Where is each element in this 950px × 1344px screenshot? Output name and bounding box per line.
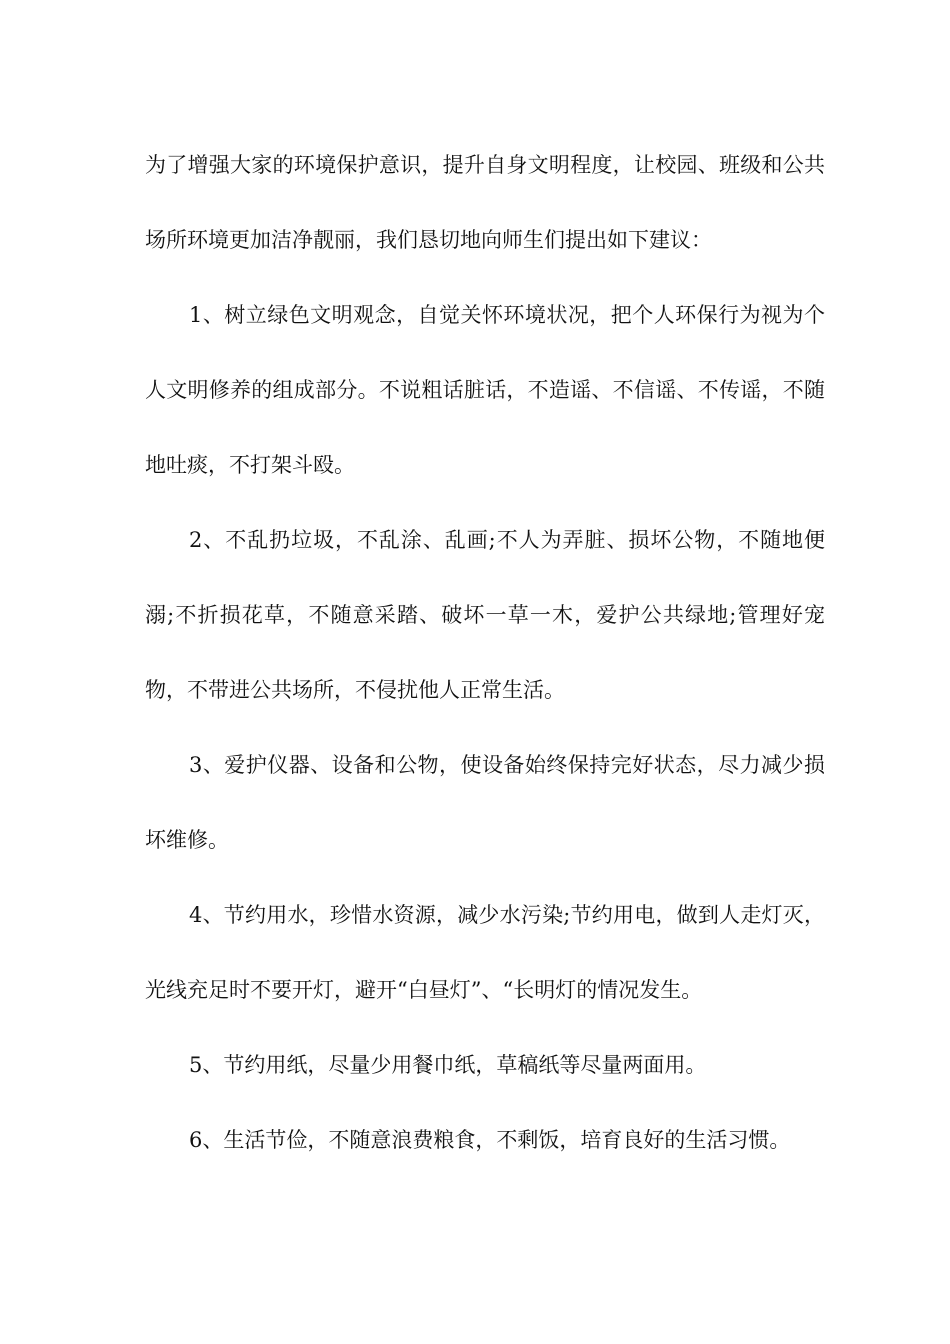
suggestion-5-paragraph: 5、节约用纸，尽量少用餐巾纸，草稿纸等尽量两面用。	[189, 1053, 707, 1077]
intro-paragraph: 为了增强大家的环境保护意识，提升自身文明程度，让校园、班级和公共场所环境更加洁净靓丽，我们恳切地向师生们提出如下建议：	[145, 153, 825, 252]
suggestion-2-paragraph: 2、不乱扔垃圾，不乱涂、乱画;不人为弄脏、损坏公物，不随地便溺;不折损花草，不随意采踏、破坏一草一木，爱护公共绿地;管理好宠物，不带进公共场所，不侵扰他人正常生活。	[145, 528, 825, 702]
suggestion-4-paragraph: 4、节约用水，珍惜水资源，减少水污染;节约用电，做到人走灯灭，光线充足时不要开灯，避开“白昼灯”、“长明灯的情况发生。	[145, 903, 825, 1002]
suggestion-1-paragraph: 1、树立绿色文明观念，自觉关怀环境状况，把个人环保行为视为个人文明修养的组成部分。不说粗话脏话，不造谣、不信谣、不传谣，不随地吐痰，不打架斗殴。	[145, 303, 825, 477]
suggestion-3-paragraph: 3、爱护仪器、设备和公物，使设备始终保持完好状态，尽力减少损坏维修。	[145, 753, 825, 852]
suggestion-6-paragraph: 6、生活节俭，不随意浪费粮食，不剩饭，培育良好的生活习惯。	[189, 1128, 791, 1152]
document-body	[145, 128, 825, 1178]
